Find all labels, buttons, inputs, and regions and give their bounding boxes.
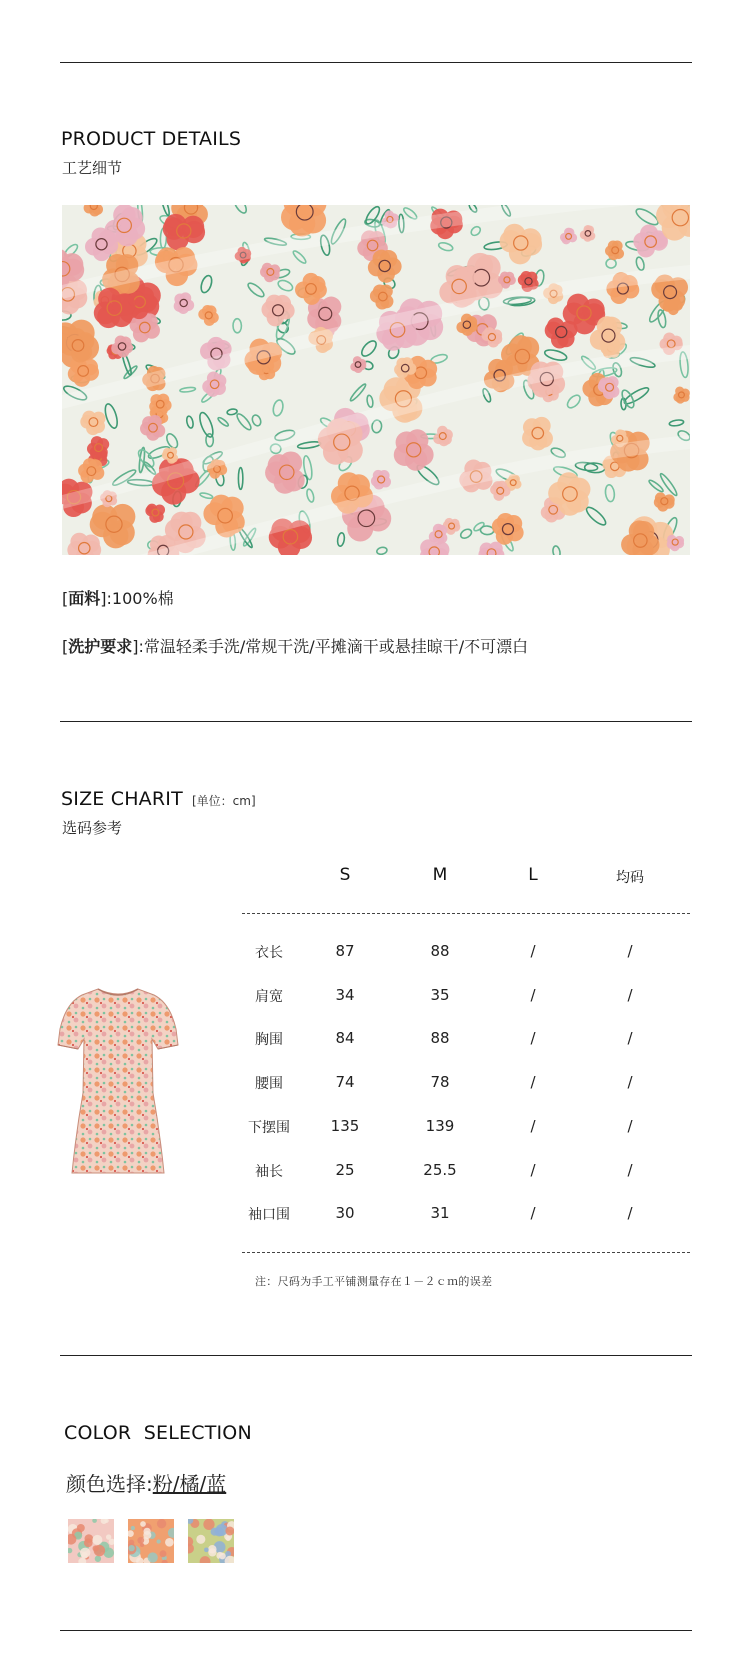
size-title-en: SIZE CHARIT [61, 788, 183, 810]
color-swatch-blue[interactable] [188, 1519, 234, 1563]
size-table-top-rule [242, 913, 690, 914]
size-title-cn: 选码参考 [62, 819, 123, 837]
size-note: 注：尺码为手工平铺测量存在１－２ｃｍ的误差 [255, 1275, 493, 1288]
color-swatch-pink[interactable] [68, 1519, 114, 1563]
size-cell: 84 [335, 1029, 355, 1047]
size-cell: 139 [425, 1117, 455, 1135]
size-cell: 34 [335, 986, 355, 1004]
color-swatch-orange[interactable] [128, 1519, 174, 1563]
size-row-label: 衣长 [255, 945, 283, 961]
care-spec: [洗护要求]:常温轻柔手洗/常规干洗/平摊滴干或悬挂晾干/不可漂白 [62, 637, 529, 656]
size-cell: / [627, 1204, 633, 1222]
size-cell: 35 [430, 986, 450, 1004]
details-title-cn: 工艺细节 [62, 159, 123, 177]
size-cell: / [627, 986, 633, 1004]
fabric-value: :100%棉 [106, 589, 174, 608]
size-cell: / [627, 1029, 633, 1047]
size-cell: / [530, 1204, 536, 1222]
size-cell: / [627, 1161, 633, 1179]
divider-top [60, 62, 692, 63]
size-cell: / [530, 1073, 536, 1091]
size-cell: 30 [335, 1204, 355, 1222]
divider-details-size [60, 721, 692, 722]
care-label: 洗护要求 [68, 637, 133, 656]
size-cell: 135 [330, 1117, 360, 1135]
size-cell: 88 [430, 942, 450, 960]
size-unit: [单位：cm] [191, 794, 256, 808]
size-cell: / [530, 1117, 536, 1135]
color-label: 颜色选择: [66, 1472, 153, 1496]
size-row-label: 胸围 [255, 1032, 283, 1048]
size-row-label: 腰围 [255, 1076, 283, 1092]
care-value: :常温轻柔手洗/常规干洗/平摊滴干或悬挂晾干/不可漂白 [138, 637, 529, 656]
size-cell: / [530, 986, 536, 1004]
size-row-label: 下摆围 [248, 1120, 290, 1136]
color-label-row [66, 1468, 226, 1497]
size-cell: 31 [430, 1204, 450, 1222]
divider-size-color [60, 1355, 692, 1356]
size-cell: 25.5 [423, 1161, 457, 1179]
size-cell: / [627, 1117, 633, 1135]
fabric-spec: [面料]:100%棉 [62, 589, 174, 608]
size-cell: 87 [335, 942, 355, 960]
size-column-header: M [432, 865, 448, 885]
size-row-label: 肩宽 [255, 989, 283, 1005]
size-cell: 74 [335, 1073, 355, 1091]
size-title [61, 788, 256, 810]
size-column-header: L [528, 865, 538, 885]
fabric-label: 面料 [68, 589, 101, 608]
size-column-header: S [339, 865, 351, 885]
size-table-bottom-rule [242, 1252, 690, 1253]
size-cell: / [530, 1161, 536, 1179]
size-cell: / [627, 942, 633, 960]
dress-product-image [52, 983, 184, 1179]
size-cell: 88 [430, 1029, 450, 1047]
details-title-en: PRODUCT DETAILS [61, 128, 242, 150]
size-row-label: 袖口围 [248, 1207, 290, 1223]
color-value: 粉/橘/蓝 [152, 1472, 227, 1496]
size-cell: 78 [430, 1073, 450, 1091]
size-cell: 25 [335, 1161, 355, 1179]
size-column-header: 均码 [616, 870, 644, 886]
size-cell: / [627, 1073, 633, 1091]
fabric-closeup-image [62, 205, 690, 555]
divider-bottom [60, 1630, 692, 1631]
size-cell: / [530, 1029, 536, 1047]
color-title-en: COLOR SELECTION [64, 1422, 252, 1444]
size-row-label: 袖长 [255, 1164, 283, 1180]
size-cell: / [530, 942, 536, 960]
